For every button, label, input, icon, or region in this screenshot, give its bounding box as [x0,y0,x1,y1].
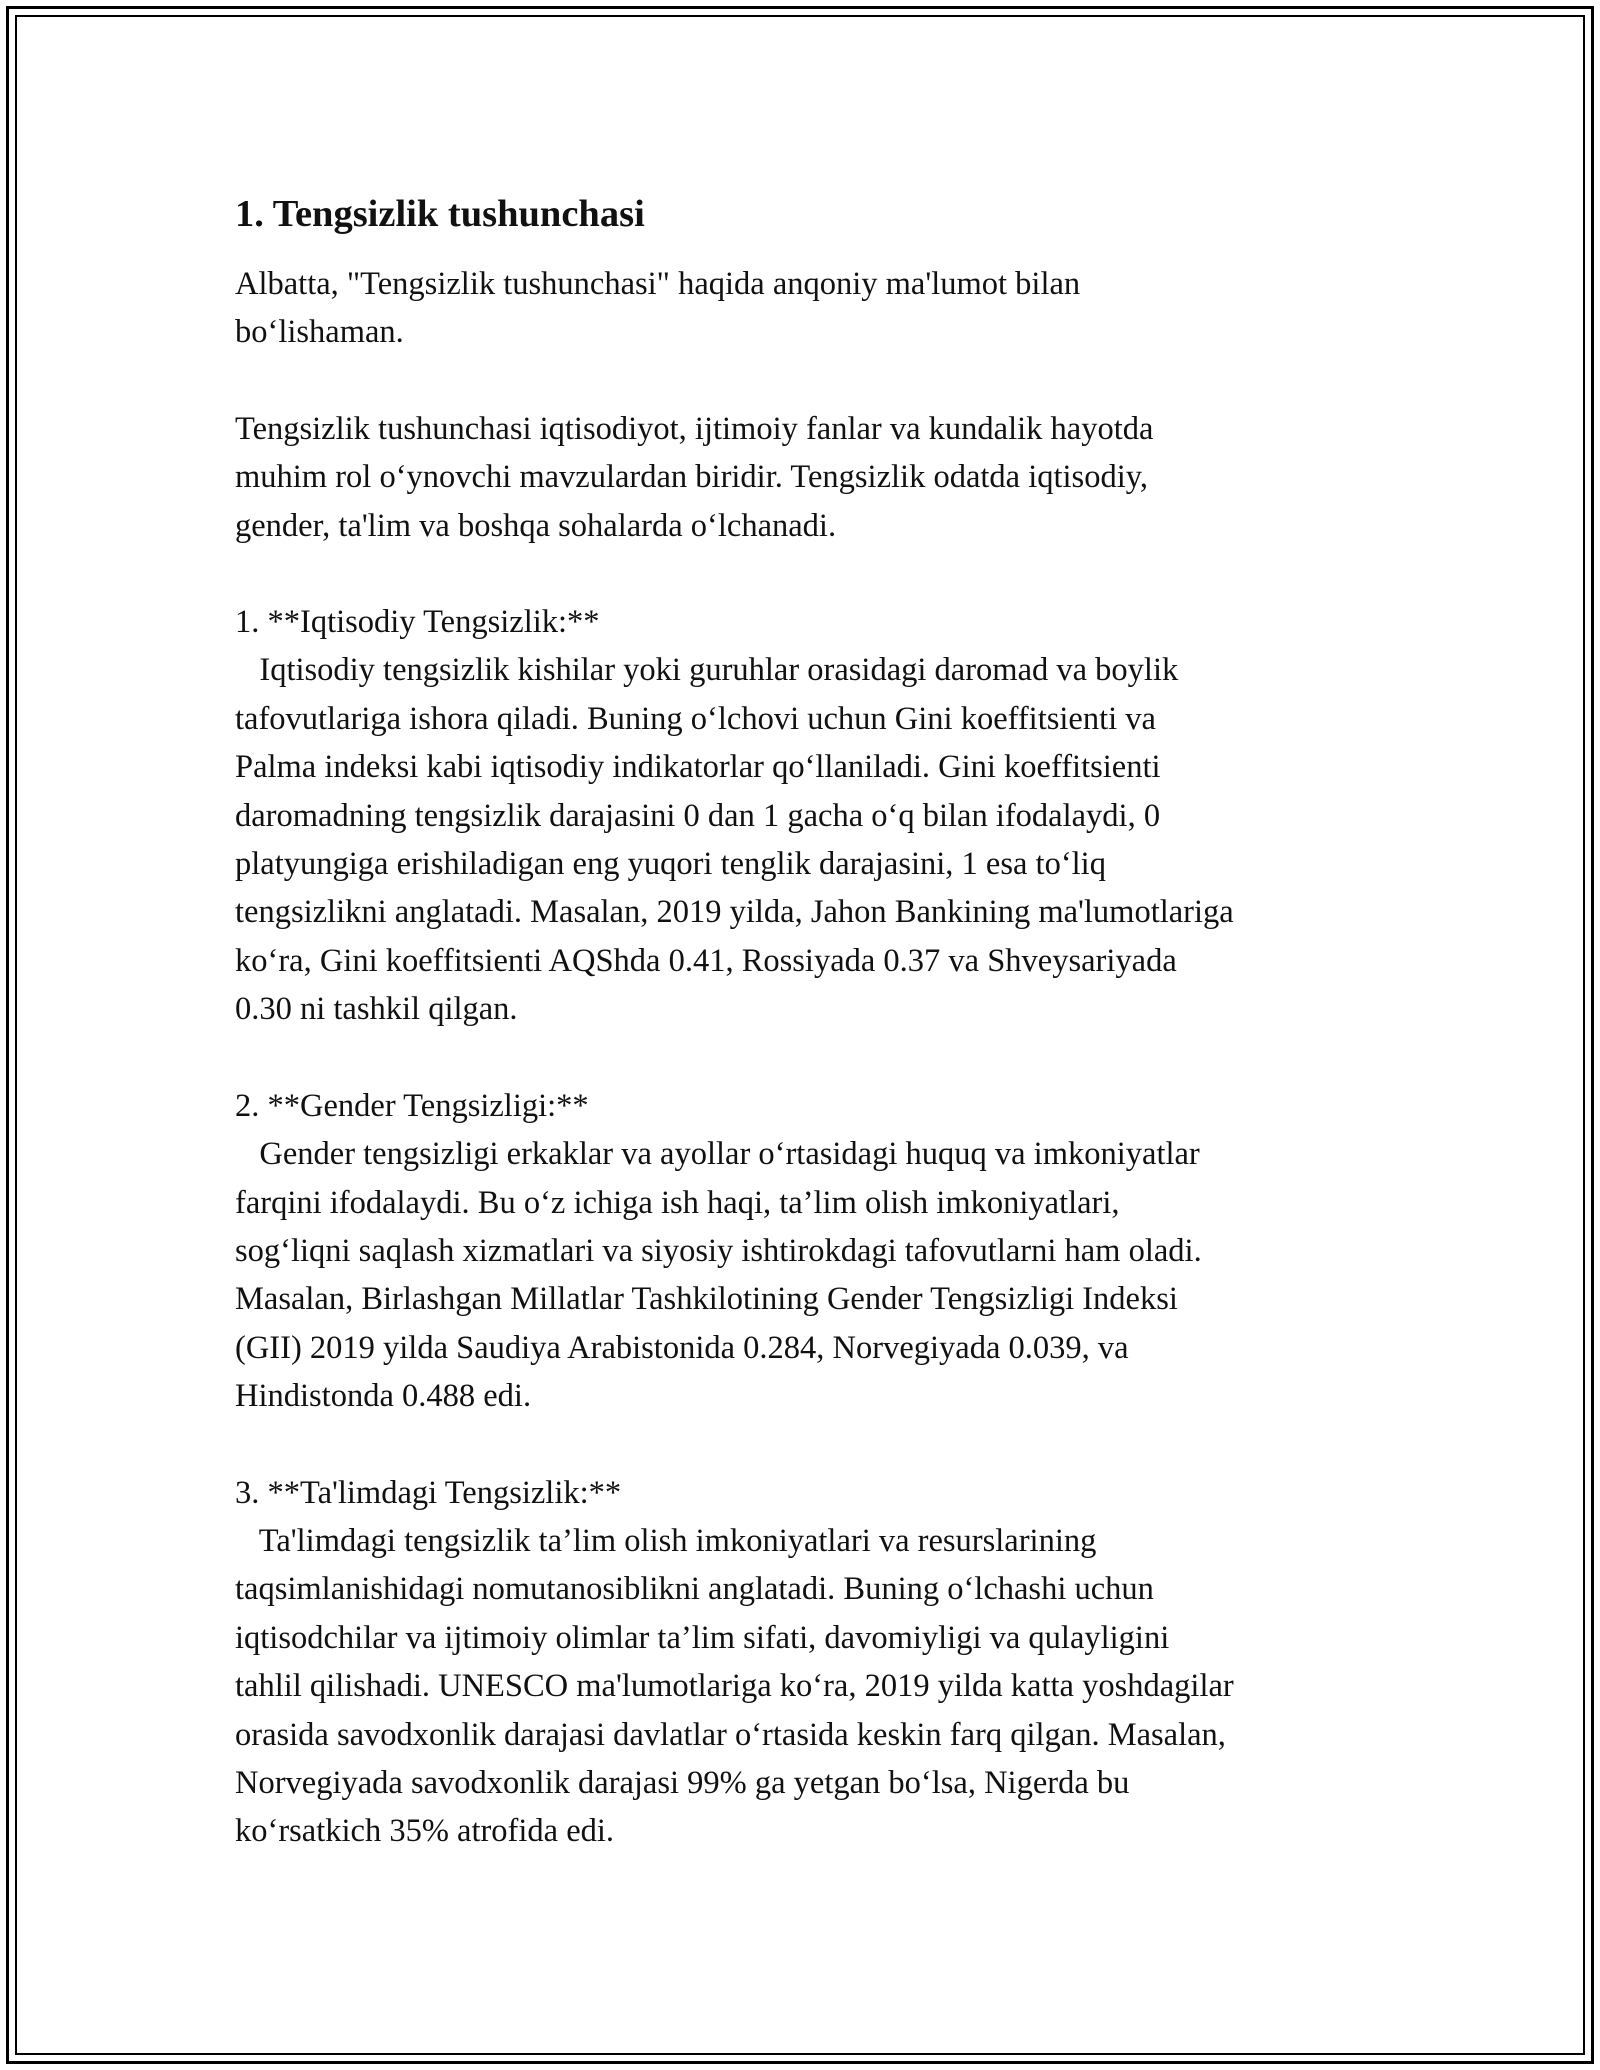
document-title: 1. Tengsizlik tushunchasi [235,193,645,235]
paragraph-list [235,260,1385,1856]
document-body [235,188,1385,1904]
text-line: 2. **Gender Tengsizligi:** [235,1087,589,1124]
text-line: iqtisodchilar va ijtimoiy olimlar ta’lim sifati, davomiyligi va qulayligini [235,1619,1170,1656]
text-line: sog‘liqni saqlash xizmatlari va siyosiy ishtirokdagi tafovutlarni ham oladi. [235,1232,1202,1269]
text-line: orasida savodxonlik darajasi davlatlar o‘rtasida keskin farq qilgan. Masalan, [235,1716,1226,1753]
text-line: Palma indeksi kabi iqtisodiy indikatorlar qo‘llaniladi. Gini koeffitsienti [235,749,1161,786]
text-line: bo‘lishaman. [235,314,404,351]
text-line: platyungiga erishiladigan eng yuqori tenglik darajasini, 1 esa to‘liq [235,846,1106,883]
paragraph [235,1082,1385,1421]
text-line: Hindistonda 0.488 edi. [235,1378,532,1415]
text-line: Norvegiyada savodxonlik darajasi 99% ga yetgan bo‘lsa, Nigerda bu [235,1764,1130,1801]
text-line: (GII) 2019 yilda Saudiya Arabistonida 0.284, Norvegiyada 0.039, va [235,1329,1129,1366]
paragraph [235,260,1385,357]
text-line: muhim rol o‘ynovchi mavzulardan biridir. Tengsizlik odatda iqtisodiy, [235,459,1148,496]
text-line: 1. **Iqtisodiy Tengsizlik:** [235,604,600,641]
text-line: Gender tengsizligi erkaklar va ayollar o‘rtasidagi huquq va imkoniyatlar [235,1136,1200,1173]
paragraph [235,598,1385,1034]
text-line: 3. **Ta'limdagi Tengsizlik:** [235,1474,622,1511]
text-line: tafovutlariga ishora qiladi. Buning o‘lchovi uchun Gini koeffitsienti va [235,700,1156,737]
text-line: gender, ta'lim va boshqa sohalarda o‘lchanadi. [235,507,837,544]
text-line: Masalan, Birlashgan Millatlar Tashkilotining Gender Tengsizligi Indeksi [235,1281,1178,1318]
text-line: Tengsizlik tushunchasi iqtisodiyot, ijtimoiy fanlar va kundalik hayotda [235,410,1154,447]
text-line: taqsimlanishidagi nomutanosiblikni anglatadi. Buning o‘lchashi uchun [235,1571,1154,1608]
text-line: Ta'limdagi tengsizlik ta’lim olish imkoniyatlari va resurslarining [235,1522,1097,1559]
text-line: farqini ifodalaydi. Bu o‘z ichiga ish haqi, ta’lim olish imkoniyatlari, [235,1184,1120,1221]
text-line: tengsizlikni anglatadi. Masalan, 2019 yilda, Jahon Bankining ma'lumotlariga [235,894,1234,931]
text-line: tahlil qilishadi. UNESCO ma'lumotlariga ko‘ra, 2019 yilda katta yoshdagilar [235,1668,1234,1705]
paragraph [235,1469,1385,1856]
text-line: Iqtisodiy tengsizlik kishilar yoki guruhlar orasidagi daromad va boylik [235,652,1179,689]
text-line: Albatta, "Tengsizlik tushunchasi" haqida anqoniy ma'lumot bilan [235,266,1081,302]
text-line: 0.30 ni tashkil qilgan. [235,991,518,1028]
paragraph [235,405,1385,550]
text-line: daromadning tengsizlik darajasini 0 dan 1 gacha o‘q bilan ifodalaydi, 0 [235,797,1161,834]
text-line: ko‘rsatkich 35% atrofida edi. [235,1813,615,1850]
text-line: ko‘ra, Gini koeffitsienti AQShda 0.41, Rossiyada 0.37 va Shveysariyada [235,942,1177,979]
